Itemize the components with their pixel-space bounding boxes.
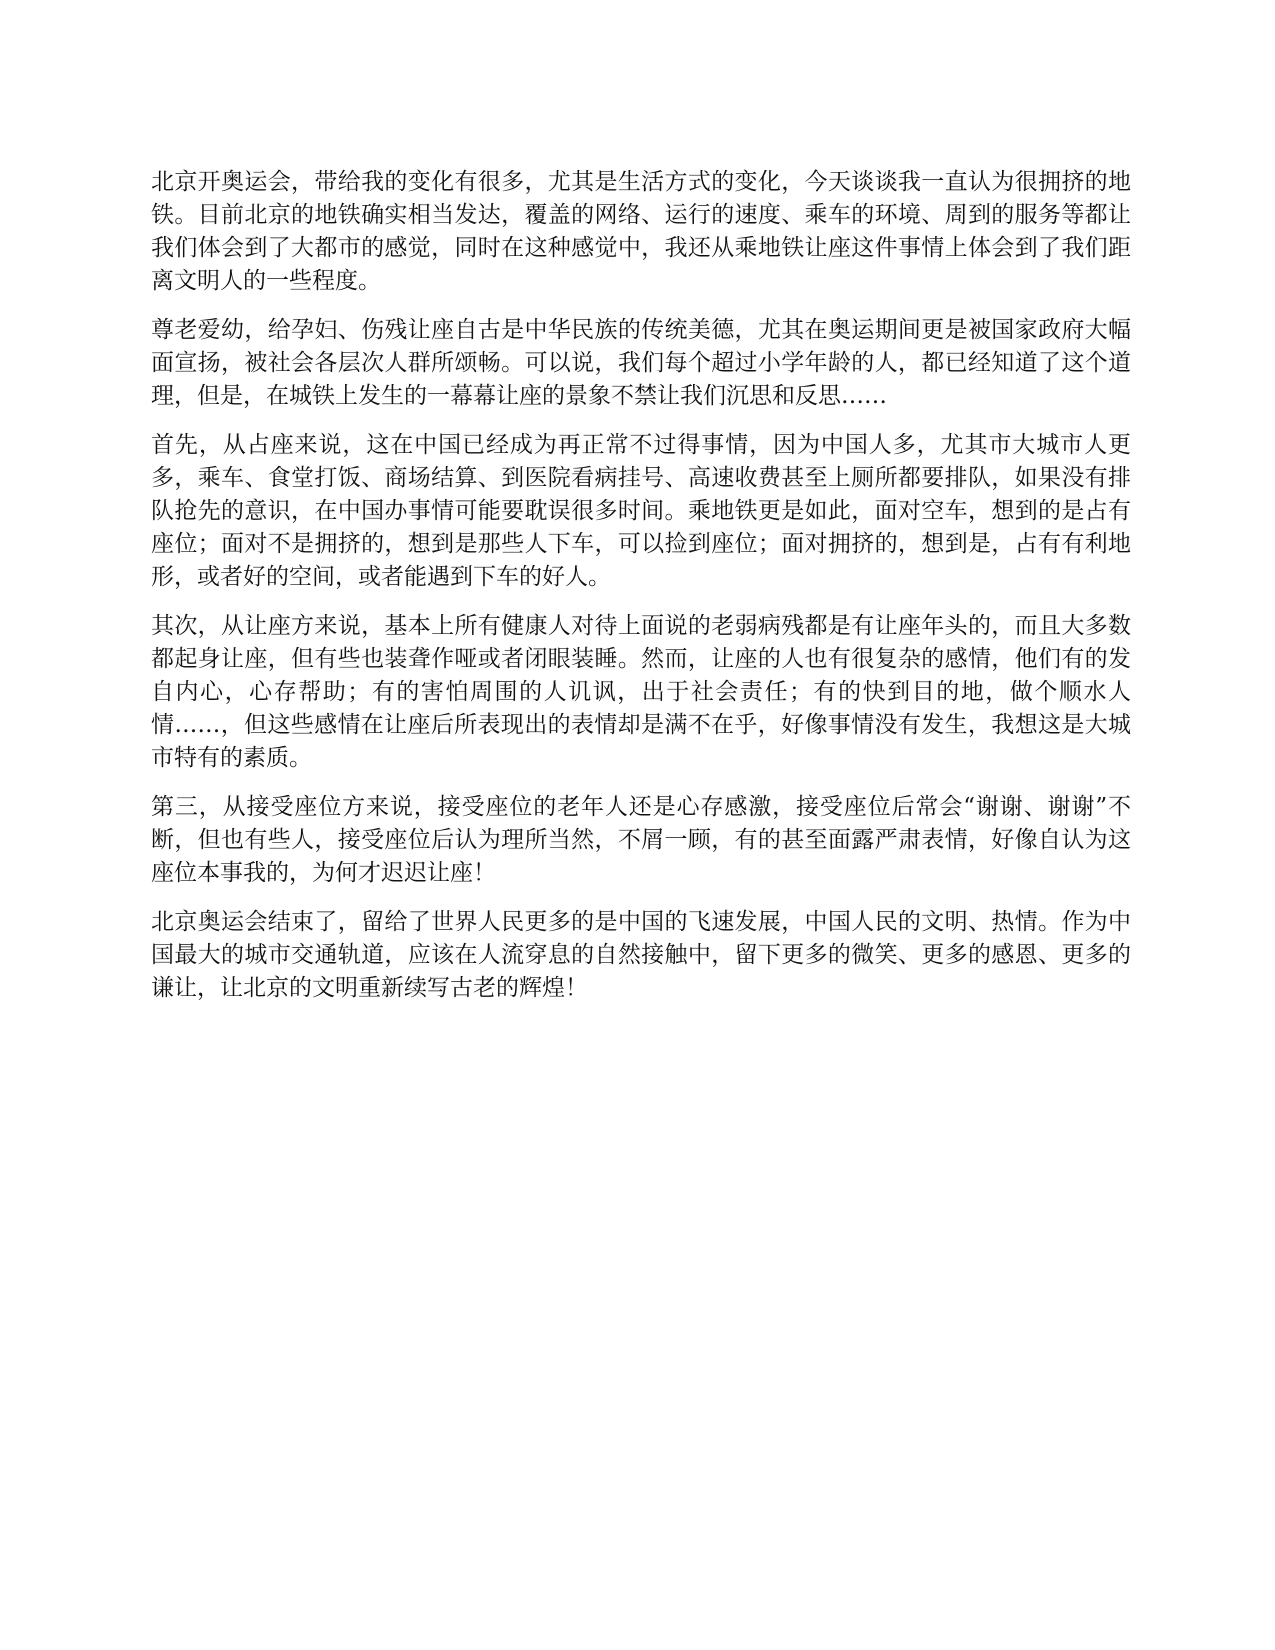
document-page — [151, 166, 1131, 1021]
paragraph-4: 其次，从让座方来说，基本上所有健康人对待上面说的老弱病残都是有让座年头的，而且大多数都起身让座，但有些也装聋作哑或者闭眼装睡。然而，让座的人也有很复杂的感情，他们有的发自内心，心存帮助；有的害怕周围的人讥讽，出于社会责任；有的快到目的地，做个顺水人情……，但这些感情在让座后所表现出的表情却是满不在乎，好像事情没有发生，我想这是大城市特有的素质。 — [151, 613, 1131, 771]
paragraph-1: 北京开奥运会，带给我的变化有很多，尤其是生活方式的变化，今天谈谈我一直认为很拥挤的地铁。目前北京的地铁确实相当发达，覆盖的网络、运行的速度、乘车的环境、周到的服务等都让我们体会到了大都市的感觉，同时在这种感觉中，我还从乘地铁让座这件事情上体会到了我们距离文明人的一些程度。 — [151, 169, 1131, 294]
paragraph-2: 尊老爱幼，给孕妇、伤残让座自古是中华民族的传统美德，尤其在奥运期间更是被国家政府大幅面宣扬，被社会各层次人群所颂畅。可以说，我们每个超过小学年龄的人，都已经知道了这个道理，但是，在城铁上发生的一幕幕让座的景象不禁让我们沉思和反思…… — [151, 317, 1131, 409]
paragraph-5: 第三，从接受座位方来说，接受座位的老年人还是心存感激，接受座位后常会“谢谢、谢谢”不断，但也有些人，接受座位后认为理所当然，不屑一顾，有的甚至面露严肃表情，好像自认为这座位本事我的，为何才迟迟让座！ — [151, 794, 1131, 886]
paragraph-6: 北京奥运会结束了，留给了世界人民更多的是中国的飞速发展，中国人民的文明、热情。作为中国最大的城市交通轨道，应该在人流穿息的自然接触中，留下更多的微笑、更多的感恩、更多的谦让，让北京的文明重新续写古老的辉煌！ — [151, 909, 1131, 1001]
paragraph-3: 首先，从占座来说，这在中国已经成为再正常不过得事情，因为中国人多，尤其市大城市人更多，乘车、食堂打饭、商场结算、到医院看病挂号、高速收费甚至上厕所都要排队，如果没有排队抢先的意识，在中国办事情可能要耽误很多时间。乘地铁更是如此，面对空车，想到的是占有座位；面对不是拥挤的，想到是那些人下车，可以捡到座位；面对拥挤的，想到是，占有有利地形，或者好的空间，或者能遇到下车的好人。 — [151, 432, 1131, 590]
